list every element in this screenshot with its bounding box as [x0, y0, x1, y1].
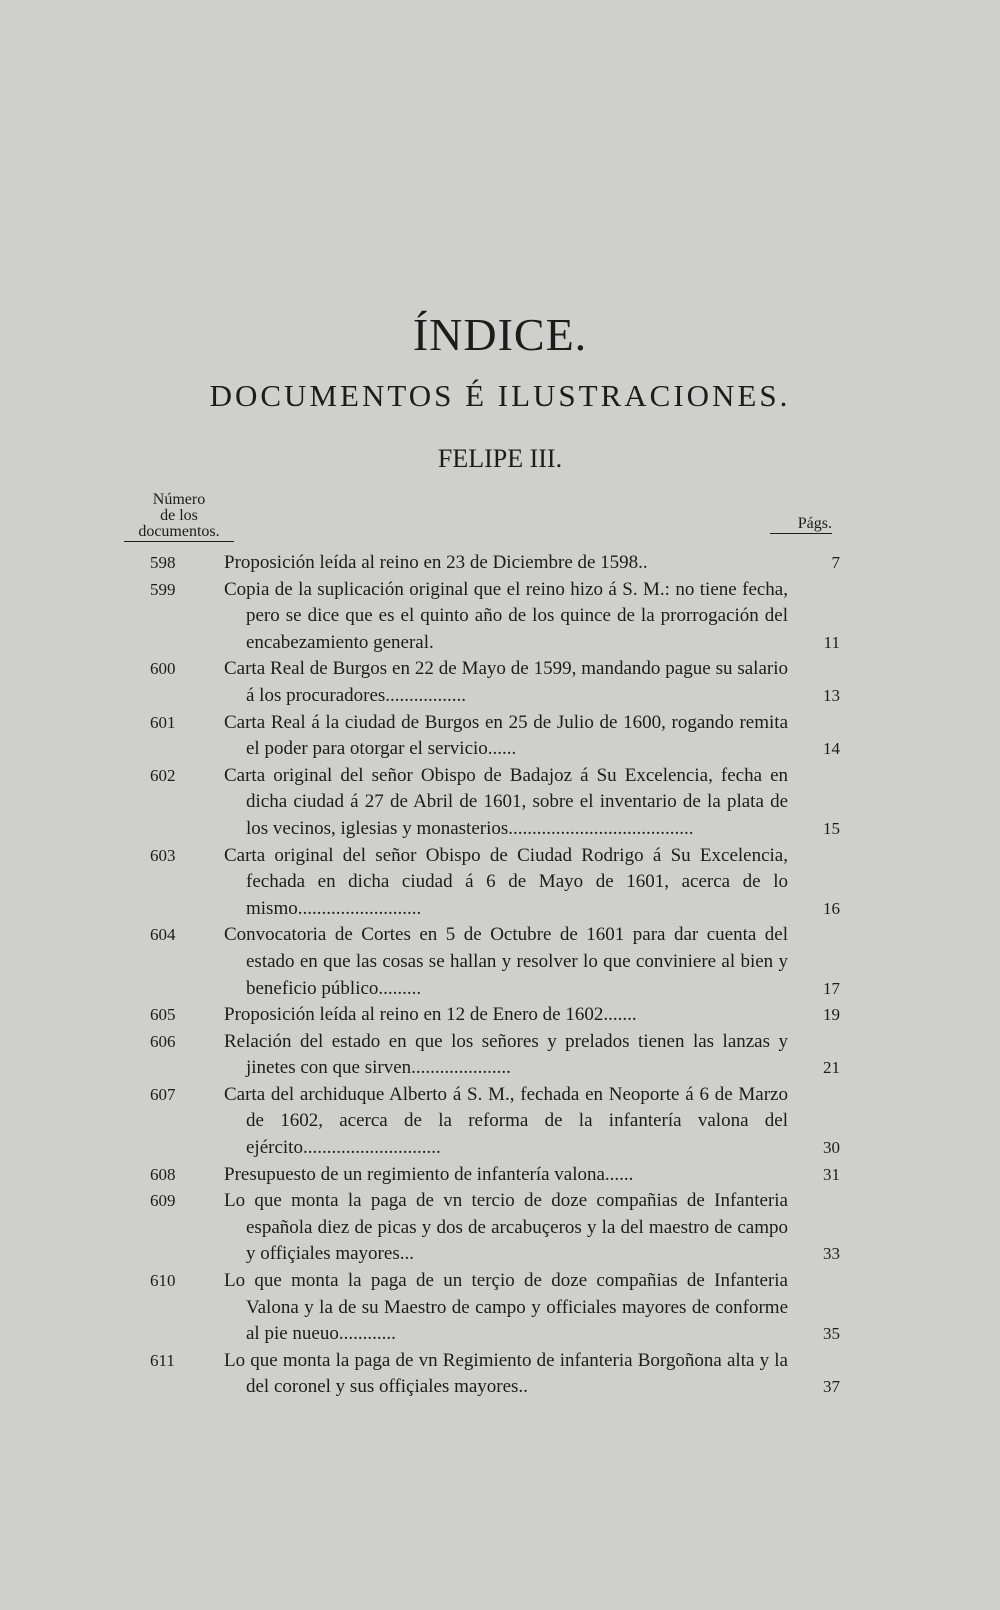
number-column-header	[124, 492, 234, 542]
entry-number: 601	[150, 712, 176, 732]
section-heading: FELIPE III.	[437, 444, 563, 473]
entry-text: Carta del archiduque Alberto á S. M., fechada en Neoporte á 6 de Marzo de 1602, acerca de la reforma de la infantería valona del ejército.............................	[224, 1083, 788, 1159]
page-subtitle: DOCUMENTOS É ILUSTRACIONES.	[209, 378, 791, 413]
entry-text: Proposición leída al reino en 23 de Diciembre de 1598..	[224, 552, 648, 573]
page-title: ÍNDICE.	[412, 309, 588, 360]
entry-text: Lo que monta la paga de vn tercio de doze compañias de Infanteria española diez de picas y dos de arcabuçeros y la del maestro de campo y offiçiales mayores...	[224, 1190, 788, 1265]
entry-text: Relación del estado en que los señores y prelados tienen las lanzas y jinetes con que sirven.....................	[224, 1030, 788, 1079]
entry-page: 30	[823, 1138, 840, 1158]
entry-number: 598	[150, 553, 176, 572]
entry-page: 15	[823, 818, 840, 838]
entry-page: 37	[823, 1377, 840, 1397]
entry-text: Carta original del señor Obispo de Badajoz á Su Excelencia, fecha en dicha ciudad á 27 de Abril de 1601, sobre el inventario de la plata de los vecinos, iglesias y monasterios.......................................	[224, 764, 788, 839]
entry-number: 605	[150, 1005, 176, 1025]
index-entry	[150, 550, 840, 577]
index-entry	[150, 922, 840, 1002]
index-entry	[150, 763, 840, 843]
entry-page: 21	[823, 1058, 840, 1078]
entry-number: 603	[150, 845, 176, 865]
entry-number: 609	[150, 1191, 176, 1211]
entry-text: Proposición leída al reino en 12 de Enero de 1602.......	[224, 1004, 637, 1026]
index-entry	[150, 656, 840, 709]
entry-text: Copia de la suplicación original que el reino hizo á S. M.: no tiene fecha, pero se dice que es el quinto año de los quince de la prorrogación del encabezamiento general.	[224, 578, 788, 653]
entry-page: 19	[823, 1005, 840, 1025]
index-entries	[150, 550, 840, 1401]
entry-text: Carta Real á la ciudad de Burgos en 25 de Julio de 1600, rogando remita el poder para otorgar el servicio......	[224, 711, 788, 760]
entry-number: 604	[150, 925, 176, 945]
index-entry	[150, 1002, 840, 1029]
entry-number: 607	[150, 1084, 176, 1104]
entry-number: 611	[150, 1350, 175, 1370]
entry-page: 11	[823, 632, 840, 652]
number-header-line: Número	[152, 491, 206, 508]
entry-number: 600	[150, 659, 176, 679]
index-entry	[150, 1029, 840, 1082]
index-entry	[150, 1188, 840, 1268]
index-entry	[150, 1268, 840, 1348]
entry-number: 606	[150, 1031, 176, 1051]
number-header-line: documentos.	[124, 524, 234, 542]
entry-text: Lo que monta la paga de vn Regimiento de infanteria Borgoñona alta y la del coronel y sus offiçiales mayores..	[224, 1349, 788, 1398]
entry-text: Presupuesto de un regimiento de infantería valona......	[224, 1163, 634, 1185]
entry-page: 14	[823, 739, 840, 759]
index-entry	[150, 1082, 840, 1162]
entry-page: 33	[823, 1244, 840, 1264]
entry-page: 35	[823, 1324, 840, 1344]
pages-column-header: Págs.	[770, 515, 832, 534]
entry-page: 17	[823, 978, 840, 998]
index-entry	[150, 577, 840, 657]
index-entry	[150, 710, 840, 763]
index-entry	[150, 1348, 840, 1401]
entry-text: Carta original del señor Obispo de Ciudad Rodrigo á Su Excelencia, fechada en dicha ciudad á 6 de Mayo de 1601, acerca de lo mismo..........................	[224, 844, 788, 919]
index-entry	[150, 1162, 840, 1189]
entry-text: Lo que monta la paga de un terçio de doze compañias de Infanteria Valona y la de su Maestro de campo y officiales mayores de conforme al pie nueuo............	[224, 1270, 788, 1345]
entry-text: Convocatoria de Cortes en 5 de Octubre de 1601 para dar cuenta del estado en que las cosas se hallan y resolver lo que conviniere al bien y beneficio público.........	[224, 924, 788, 999]
entry-number: 608	[150, 1164, 176, 1184]
entry-page: 13	[823, 685, 840, 705]
entry-text: Carta Real de Burgos en 22 de Mayo de 1599, mandando pague su salario á los procuradores.................	[224, 658, 788, 706]
index-entry	[150, 843, 840, 923]
entry-number: 599	[150, 579, 176, 599]
entry-page: 31	[823, 1164, 840, 1184]
number-header-line: de los	[160, 507, 198, 524]
entry-page: 7	[831, 553, 840, 572]
entry-number: 610	[150, 1271, 176, 1291]
entry-page: 16	[823, 898, 840, 918]
entry-number: 602	[150, 765, 176, 785]
